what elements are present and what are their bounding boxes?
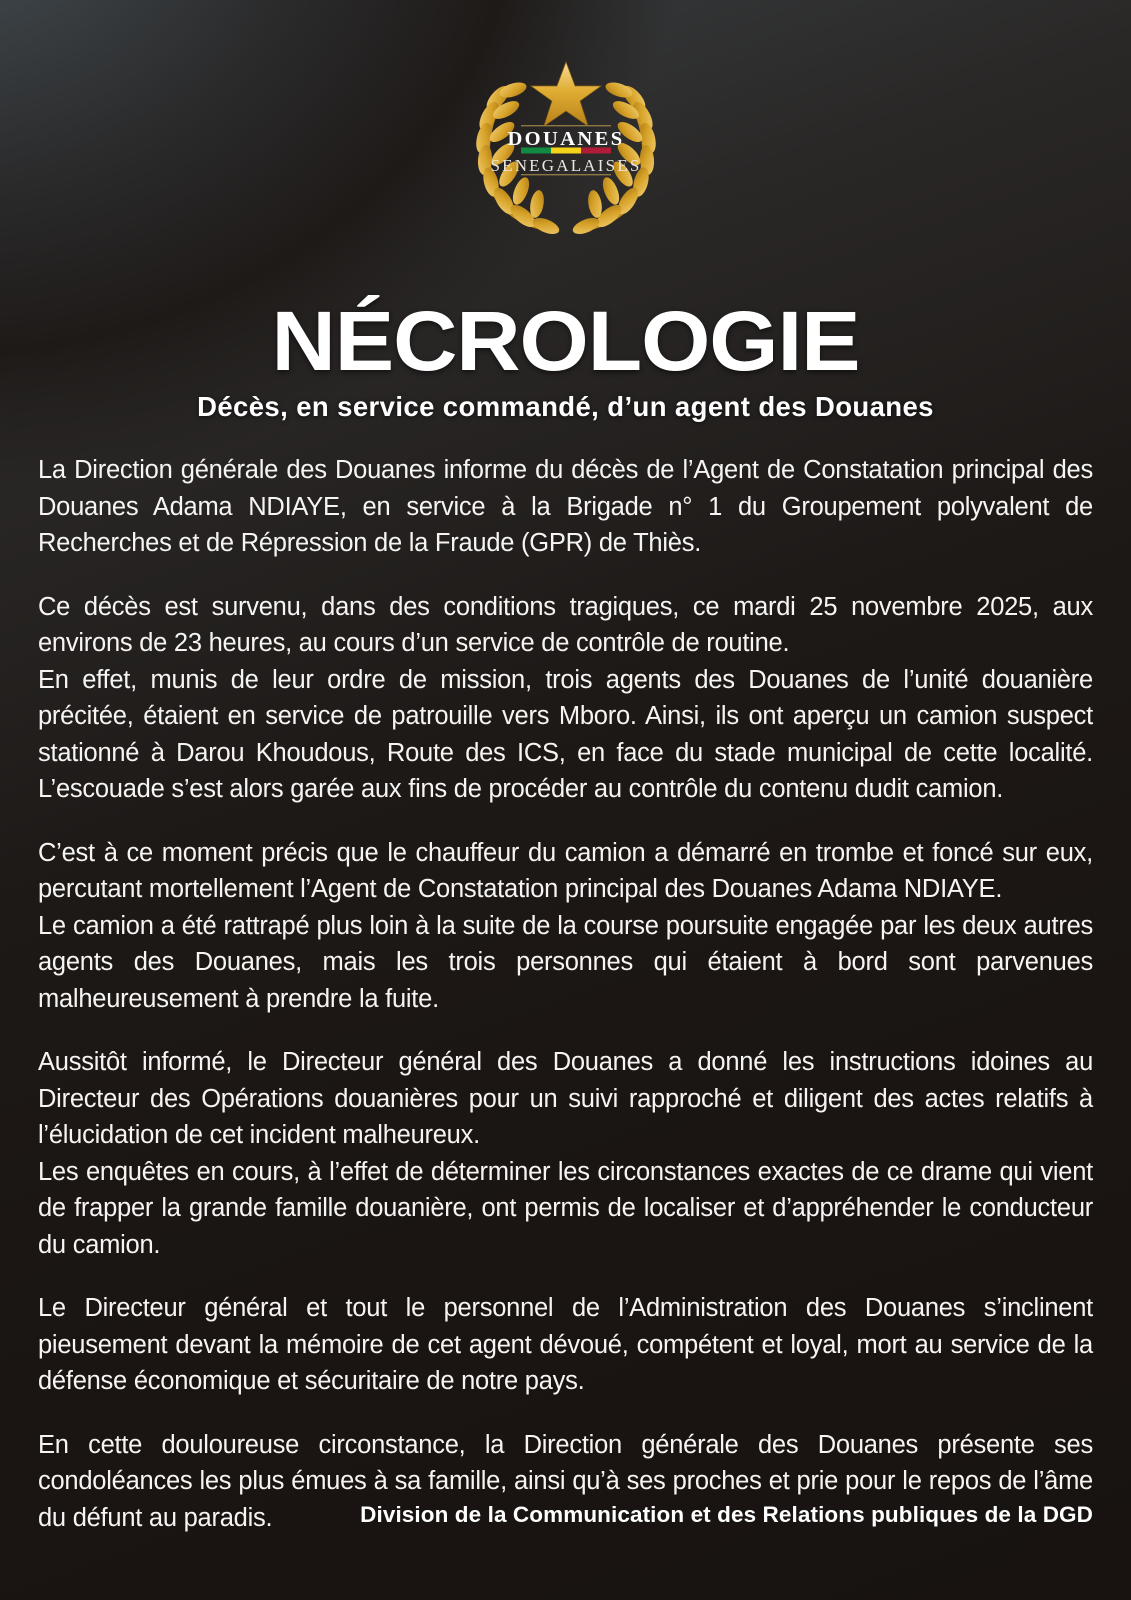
paragraph [38,452,1093,562]
paragraph-line: Le Directeur général et tout le personnel de l’Administration des Douanes s’inclinent pieusement devant la mémoire de cet agent dévoué, compétent et loyal, mort au service de la défense économique et sécuritaire de notre pays. [38,1294,1093,1395]
paragraph-line: Aussitôt informé, le Directeur général des Douanes a donné les instructions idoines au Directeur des Opérations douanières pour un suivi rapproché et diligent des actes relatifs à l’élucidation de cet incident malheureux. [38,1048,1093,1149]
paragraph-line: Les enquêtes en cours, à l’effet de déterminer les circonstances exactes de ce drame qui vient de frapper la grande famille douanière, ont permis de localiser et d’appréhender le conducteur du camion. [38,1157,1093,1259]
logo-wordmark-douanes: DOUANES [506,128,625,150]
footer-signature: Division de la Communication et des Relations publiques de la DGD [360,1502,1093,1527]
paragraph [38,835,1093,1018]
logo-wordmark-senegalaises: SENEGALAISES [489,156,642,175]
laurel-wreath-icon [451,46,681,236]
paragraph-line: Ce décès est survenu, dans des conditions tragiques, ce mardi 25 novembre 2025, aux environs de 23 heures, au cours d’un service de contrôle de routine. [38,592,1093,657]
logo-rule-top [521,125,611,126]
paragraph-line: C’est à ce moment précis que le chauffeur du camion a démarré en trombe et foncé sur eux, percutant mortellement l’Agent de Constatation principal des Douanes Adama NDIAYE. [38,838,1093,903]
paragraph-line: Le camion a été rattrapé plus loin à la suite de la course poursuite engagée par les deux autres agents des Douanes, mais les trois personnes qui étaient à bord sont parvenues malheureusement à prendre la fuite. [38,911,1093,1013]
five-point-star-icon [531,62,601,126]
page-subtitle: Décès, en service commandé, d’un agent des Douanes [197,390,934,422]
announcement-body [38,452,1093,1536]
paragraph-line: En cette douloureuse circonstance, la Direction générale des Douanes présente ses condoléances les plus émues à sa famille, ainsi qu’à ses proches et prie pour le repos de l’âme du défunt au paradis. [38,1430,1093,1532]
paragraph [38,1290,1093,1400]
douanes-senegalaises-logo [451,46,681,236]
paragraph-line: En effet, munis de leur ordre de mission, trois agents des Douanes de l’unité douanière précitée, étaient en service de patrouille vers Mboro. Ainsi, ils ont aperçu un camion suspect stationné à Darou Khoudous, Route des ICS, en face du stade municipal de cette localité. L’escouade s’est alors garée aux fins de procéder au contrôle du contenu dudit camion. [38,665,1093,803]
paragraph [38,1044,1093,1263]
paragraph [38,589,1093,808]
paragraph-line: La Direction générale des Douanes informe du décès de l’Agent de Constatation principal des Douanes Adama NDIAYE, en service à la Brigade n° 1 du Groupement polyvalent de Recherches et de Répression de la Fraude (GPR) de Thiès. [38,456,1093,557]
page-title: NÉCROLOGIE [271,294,860,389]
